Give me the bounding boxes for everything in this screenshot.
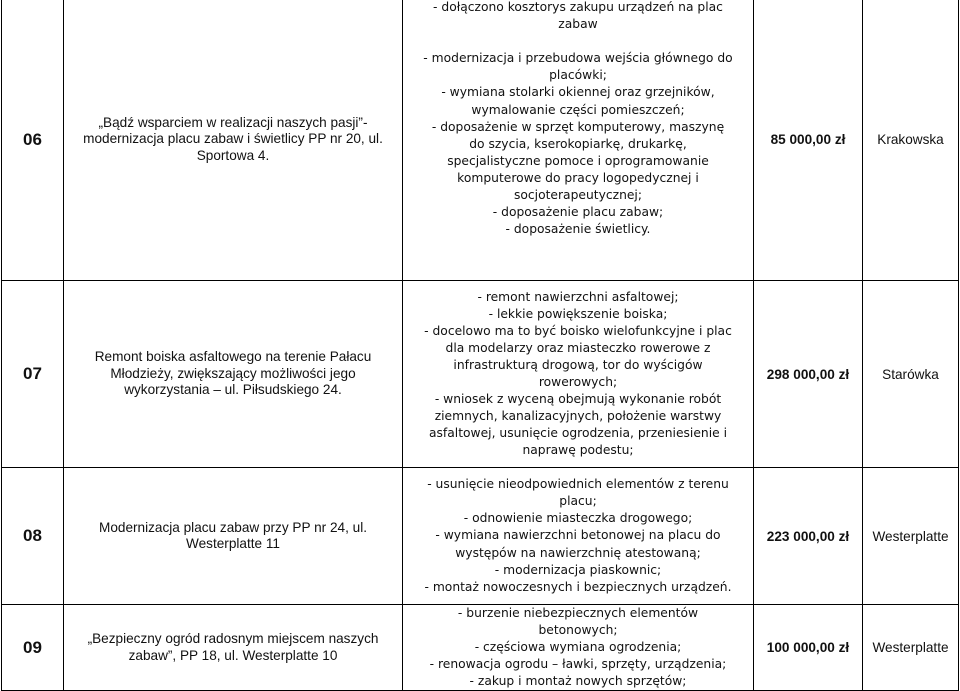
description-line: - docelowo ma to być boisko wielofunkcyjne i plac [424,323,732,338]
description-line: - usunięcie nieodpowiednich elementów z terenu [427,477,729,492]
project-description [403,281,754,468]
description-line: występów na nawierzchnię atestowaną; [455,545,701,560]
description-line: - modernizacja piaskownic; [494,562,662,577]
description-line: - modernizacja i przebudowa wejścia głównego do [423,51,733,66]
table-row [2,468,959,605]
description-line: socjoterapeutycznej; [513,188,642,203]
description-line: - doposażenie w sprzęt komputerowy, maszynę [431,119,725,134]
project-description [403,468,754,605]
project-cost: 223 000,00 zł [754,468,863,605]
description-line: - zakup i montaż nowych sprzętów; [469,674,687,689]
description-line: - doposażenie placu zabaw; [492,205,664,220]
project-number: 08 [2,468,64,605]
project-number: 06 [2,0,64,281]
description-line: infrastrukturą drogową, tor do wyścigów [453,357,703,372]
description-line: - remont nawierzchni asfaltowej; [477,289,679,304]
description-line: - odnowienie miasteczka drogowego; [463,511,693,526]
project-district: Westerplatte [863,605,959,691]
projects-table [1,0,959,691]
description-line: do szycia, kserokopiarkę, drukarkę, [469,136,687,151]
project-cost: 298 000,00 zł [754,281,863,468]
project-title: „Bądź wsparciem w realizacji naszych pasji”- modernizacja placu zabaw i świetlicy PP nr 20, ul. Sportowa 4. [64,0,403,281]
description-line: - częściowa wymiana ogrodzenia; [474,640,682,655]
description-line [407,33,749,50]
table-row [2,281,959,468]
description-line: - wniosek z wyceną obejmują wykonanie robót [434,392,722,407]
project-description [403,605,754,691]
description-line: ziemnych, kanalizacyjnych, położenie warstwy [434,409,722,424]
description-line: rowerowych; [538,375,618,389]
description-line: placu; [559,494,597,509]
project-district: Westerplatte [863,468,959,605]
description-line: - wymiana nawierzchni betonowej na placu do [435,528,721,543]
project-district: Krakowska [863,0,959,281]
project-title: „Bezpieczny ogród radosnym miejscem naszych zabaw”, PP 18, ul. Westerplatte 10 [64,605,403,691]
project-district: Starówka [863,281,959,468]
description-line: - wymiana stolarki okiennej oraz grzejników, [441,85,715,100]
description-line: zabaw [558,17,598,32]
table-row [2,0,959,281]
description-line: - renowacja ogrodu – ławki, sprzęty, urządzenia; [429,657,727,672]
project-number: 09 [2,605,64,691]
project-cost: 100 000,00 zł [754,605,863,691]
description-line: naprawę podestu; [522,443,634,458]
description-line: - lekkie powiększenie boiska; [488,306,668,321]
description-line: wymalowanie części pomieszczeń; [471,102,685,117]
description-line: dla modelarzy oraz miasteczko rowerowe z [445,340,711,355]
project-cost: 85 000,00 zł [754,0,863,281]
description-line: - burzenie niebezpiecznych elementów [457,606,699,620]
project-description [403,0,754,281]
description-line: komputerowe do pracy logopedycznej i [457,170,699,185]
table-row [2,605,959,691]
description-line: betonowych; [538,623,618,638]
project-number: 07 [2,281,64,468]
description-line: - doposażenie świetlicy. [505,222,651,237]
description-line: placówki; [549,68,607,83]
description-line: - montaż nowoczesnych i bezpiecznych urządzeń. [424,579,732,594]
description-line: specjalistyczne pomoce i oprogramowanie [447,153,709,168]
description-line: - dołączono kosztorys zakupu urządzeń na plac [433,0,723,14]
description-line: asfaltowej, usunięcie ogrodzenia, przeniesienie i [428,426,728,441]
project-title: Modernizacja placu zabaw przy PP nr 24, ul. Westerplatte 11 [64,468,403,605]
project-title: Remont boiska asfaltowego na terenie Pałacu Młodzieży, zwiększający możliwości jego wykorzystania – ul. Piłsudskiego 24. [64,281,403,468]
